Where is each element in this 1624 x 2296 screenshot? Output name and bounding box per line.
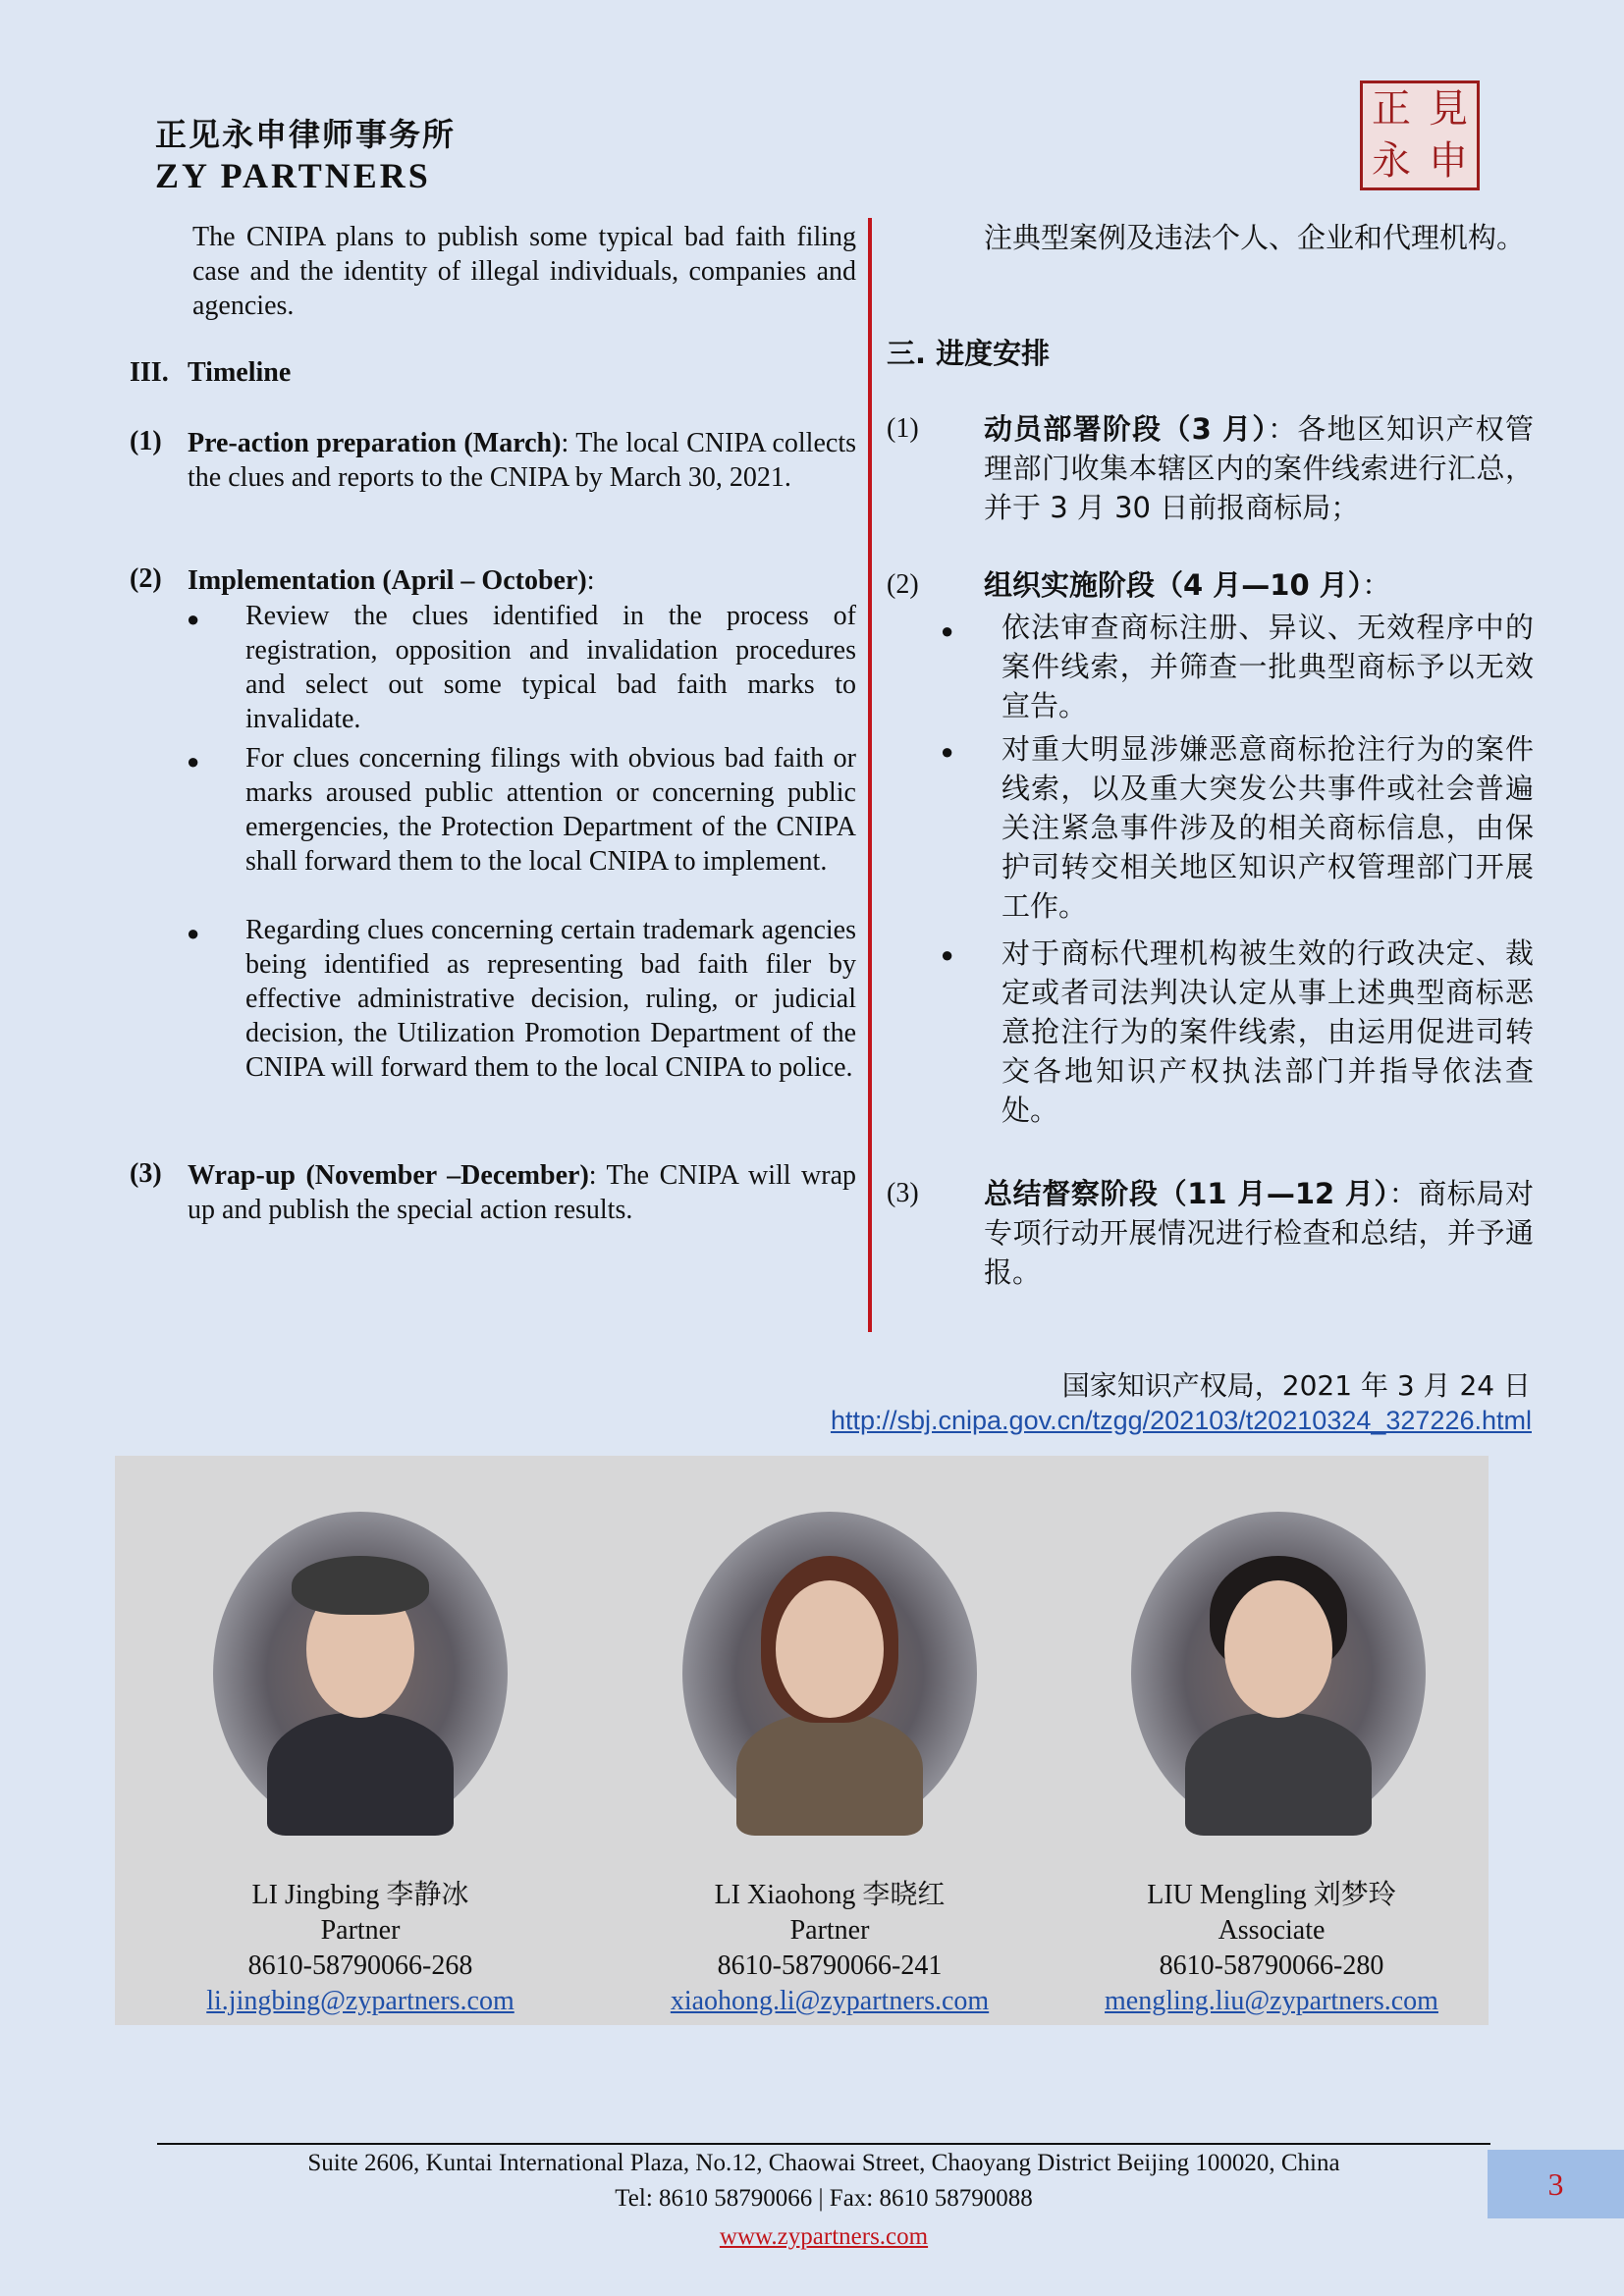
contact-photo-1 xyxy=(213,1512,508,1836)
right-item2-title: 组织实施阶段（4 月—10 月） xyxy=(984,568,1363,602)
contact-name: LI Jingbing 李静冰 xyxy=(251,1880,469,1910)
right-intro: 注典型案例及违法个人、企业和代理机构。 xyxy=(984,221,1526,254)
left-item2 xyxy=(188,563,856,598)
right-item3 xyxy=(984,1174,1534,1292)
right-bullet-1: 依法审查商标注册、异议、无效程序中的案件线索，并筛查一批典型商标予以无效宣告。 xyxy=(1001,611,1534,722)
photo-face xyxy=(776,1580,884,1718)
seal-char: 永 xyxy=(1372,138,1411,184)
right-section-title: 三. 进度安排 xyxy=(887,337,1051,370)
footer-address: Suite 2606, Kuntai International Plaza, No.12, Chaowai Street, Chaoyang District Beijing 100020, China xyxy=(307,2150,1340,2176)
contact-email-link[interactable]: xiaohong.li@zypartners.com xyxy=(670,1986,990,2016)
left-item3-title: Wrap-up (November –December) xyxy=(188,1160,589,1191)
source-date: 国家知识产权局，2021 年 3 月 24 日 xyxy=(1061,1369,1531,1402)
footer-website-link[interactable]: www.zypartners.com xyxy=(719,2223,929,2250)
left-item1 xyxy=(188,426,856,495)
left-bullet-2: For clues concerning filings with obvious bad faith or marks aroused public attention or concerning public emergencies, the Protection Department of the CNIPA shall forward them to the local CNIPA to implement. xyxy=(245,743,856,877)
contact-photo-3 xyxy=(1131,1512,1426,1836)
contact-title: Partner xyxy=(789,1915,870,1946)
right-item3-title: 总结督察阶段（11 月—12 月） xyxy=(984,1177,1389,1210)
photo-face xyxy=(1224,1580,1332,1718)
firm-name-english: ZY PARTNERS xyxy=(155,156,431,195)
source-link[interactable]: http://sbj.cnipa.gov.cn/tzgg/202103/t20210324_327226.html xyxy=(830,1406,1532,1435)
contact-phone: 8610-58790066-268 xyxy=(247,1950,473,1981)
left-item3-text: : The CNIPA will wrap up and publish the special action results. xyxy=(188,1160,856,1225)
bullet-icon: ● xyxy=(187,607,200,631)
left-intro: The CNIPA plans to publish some typical bad faith filing case and the identity of illegal individuals, companies and agencies. xyxy=(192,222,856,321)
bullet-icon: ● xyxy=(941,942,954,967)
contact-card-3 xyxy=(1065,1878,1478,2019)
left-item1-number: (1) xyxy=(130,426,162,456)
contact-name: LI Xiaohong 李晓红 xyxy=(714,1880,946,1910)
right-item3-number: (3) xyxy=(887,1178,919,1208)
right-item1-title: 动员部署阶段（3 月） xyxy=(984,412,1269,446)
left-bullet-1: Review the clues identified in the process of registration, opposition and invalidation procedures and select out some typical bad faith marks to invalidate. xyxy=(245,601,856,734)
left-item3 xyxy=(188,1158,856,1227)
left-item2-number: (2) xyxy=(130,563,162,594)
right-item1-number: (1) xyxy=(887,413,919,444)
right-item2-text: ： xyxy=(1362,568,1391,602)
contact-email-link[interactable]: li.jingbing@zypartners.com xyxy=(206,1986,514,2016)
contact-card-2 xyxy=(623,1878,1036,2019)
footer-rule xyxy=(157,2143,1490,2145)
right-item1-text: ：各地区知识产权管理部门收集本辖区内的案件线索进行汇总，并于 3 月 30 日前报商标局； xyxy=(984,412,1534,524)
seal-char: 正 xyxy=(1372,86,1411,132)
contact-title: Associate xyxy=(1218,1915,1326,1946)
right-item2-number: (2) xyxy=(887,569,919,600)
right-item3-text: ：商标局对专项行动开展情况进行检查和总结，并予通报。 xyxy=(984,1177,1534,1289)
photo-body xyxy=(736,1713,923,1836)
seal-char: 見 xyxy=(1429,86,1468,132)
left-section-number: III. xyxy=(130,357,169,388)
photo-body xyxy=(267,1713,454,1836)
photo-hair xyxy=(292,1556,429,1615)
footer-phone-fax: Tel: 8610 58790066 | Fax: 8610 58790088 xyxy=(615,2185,1033,2212)
contact-title: Partner xyxy=(320,1915,401,1946)
right-bullet-2: 对重大明显涉嫌恶意商标抢注行为的案件线索，以及重大突发公共事件或社会普遍关注紧急事件涉及的相关商标信息，由保护司转交相关地区知识产权管理部门开展工作。 xyxy=(1001,732,1534,923)
bullet-icon: ● xyxy=(187,921,200,945)
right-item1 xyxy=(984,409,1534,527)
left-item1-title: Pre-action preparation (March) xyxy=(188,428,562,458)
contact-phone: 8610-58790066-241 xyxy=(717,1950,943,1981)
contact-email-link[interactable]: mengling.liu@zypartners.com xyxy=(1105,1986,1438,2016)
seal-char: 申 xyxy=(1429,138,1468,184)
left-item3-number: (3) xyxy=(130,1158,162,1189)
contact-phone: 8610-58790066-280 xyxy=(1159,1950,1384,1981)
left-section-title: Timeline xyxy=(188,357,292,388)
left-item2-text: : xyxy=(586,565,595,596)
column-divider xyxy=(868,218,872,1332)
contact-photo-2 xyxy=(682,1512,977,1836)
bullet-icon: ● xyxy=(941,618,954,643)
left-item2-title: Implementation (April – October) xyxy=(188,565,587,596)
bullet-icon: ● xyxy=(187,749,200,774)
bullet-icon: ● xyxy=(941,739,954,764)
right-bullet-3: 对于商标代理机构被生效的行政决定、裁定或者司法判决认定从事上述典型商标恶意抢注行为的案件线索，由运用促进司转交各地知识产权执法部门并指导依法查处。 xyxy=(1001,936,1534,1127)
right-item2 xyxy=(984,565,1534,605)
left-bullet-3: Regarding clues concerning certain trademark agencies being identified as representing bad faith filer by effective administrative decision, ruling, or judicial decision, the Utilization Promotion Department of the CNIPA will forward them to the local CNIPA to police. xyxy=(245,915,856,1083)
page-number: 3 xyxy=(1488,2150,1624,2218)
firm-name-chinese: 正见永申律师事务所 xyxy=(155,116,457,153)
contact-name: LIU Mengling 刘梦玲 xyxy=(1147,1880,1396,1910)
photo-body xyxy=(1185,1713,1372,1836)
contact-card-1 xyxy=(154,1878,567,2019)
left-item1-text: : The local CNIPA collects the clues and reports to the CNIPA by March 30, 2021. xyxy=(188,428,856,493)
firm-seal-logo xyxy=(1360,80,1480,190)
